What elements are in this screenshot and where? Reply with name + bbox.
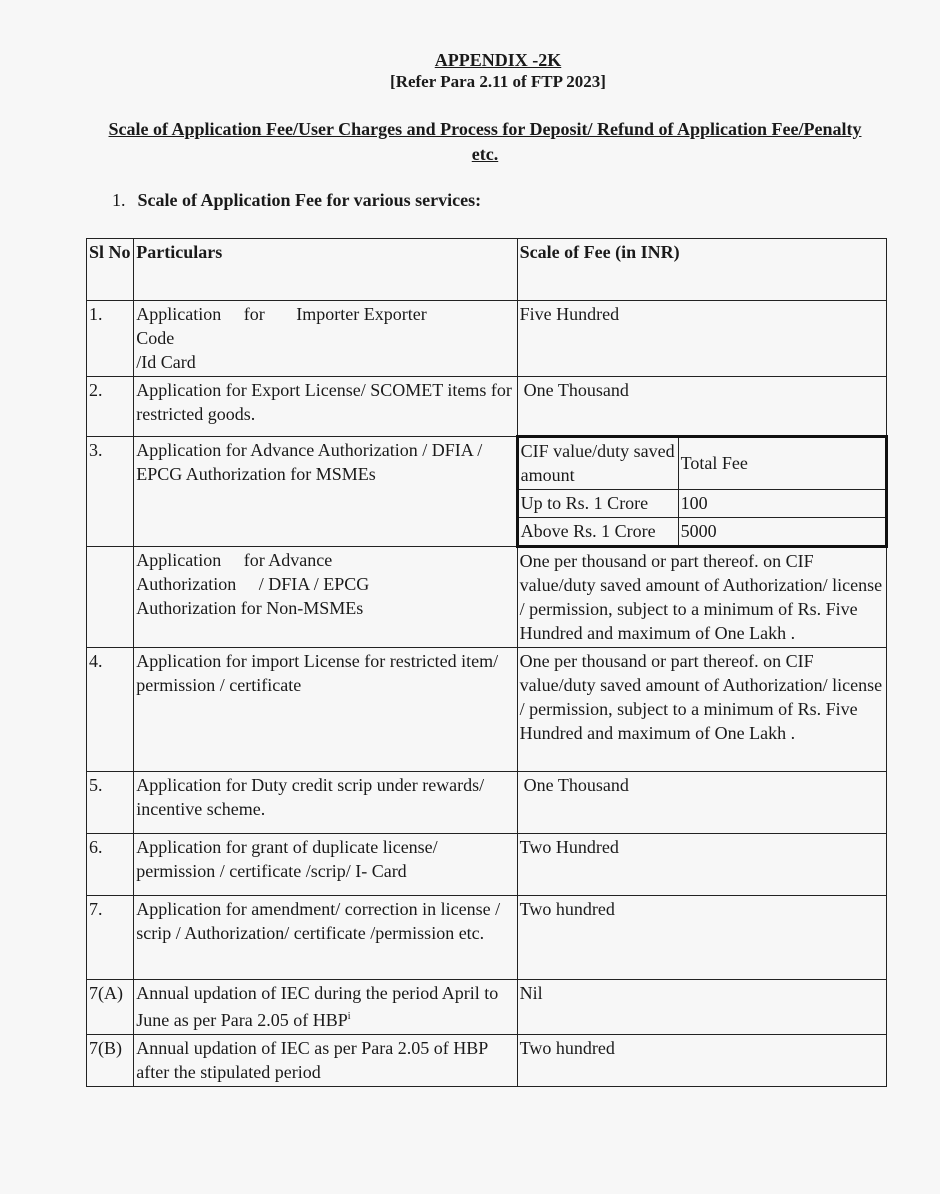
header-fee: Scale of Fee (in INR) — [517, 239, 886, 301]
table-row — [87, 648, 887, 772]
subtable-header-row — [519, 438, 885, 490]
row-sl: 2. — [87, 377, 134, 437]
header-sl: Sl No — [87, 239, 134, 301]
table-row — [87, 1035, 887, 1087]
header-particulars: Particulars — [134, 239, 517, 301]
row-sl: 7. — [87, 896, 134, 980]
table-row — [87, 377, 887, 437]
document-heading: Scale of Application Fee/User Charges and Process for Deposit/ Refund of Application Fee/Penalty etc. — [108, 119, 862, 164]
row-particulars: Application for import License for restricted item/ permission / certificate — [134, 648, 517, 772]
table-header-row — [87, 239, 887, 301]
subtable-cif: Above Rs. 1 Crore — [519, 518, 679, 546]
row-fee: One Thousand — [517, 772, 886, 834]
section-title — [112, 190, 481, 211]
appendix-title: APPENDIX -2K — [434, 50, 562, 70]
subtable-cif: Up to Rs. 1 Crore — [519, 490, 679, 518]
row-particulars: Application for Importer Exporter Code /Id Card — [134, 301, 517, 377]
row-sl: 5. — [87, 772, 134, 834]
row-fee: Two hundred — [517, 896, 886, 980]
subtable-row — [519, 518, 885, 546]
row-fee: Five Hundred — [517, 301, 886, 377]
table-row — [87, 834, 887, 896]
refer-para: [Refer Para 2.11 of FTP 2023] — [390, 72, 606, 91]
row-particulars: Application for Export License/ SCOMET items for restricted goods. — [134, 377, 517, 437]
section-title-text: Scale of Application Fee for various services: — [137, 190, 482, 210]
row-particulars: Annual updation of IEC as per Para 2.05 of HBP after the stipulated period — [134, 1035, 517, 1087]
row-fee: Two Hundred — [517, 834, 886, 896]
subtable-fee: 100 — [678, 490, 885, 518]
row-particulars: Application for grant of duplicate license/ permission / certificate /scrip/ I- Card — [134, 834, 517, 896]
row-fee-subtable-cell — [517, 437, 886, 547]
table-row — [87, 301, 887, 377]
table-row — [87, 772, 887, 834]
subtable-fee: 5000 — [678, 518, 885, 546]
row-particulars: Application for Duty credit scrip under rewards/ incentive scheme. — [134, 772, 517, 834]
fee-subtable — [519, 438, 885, 545]
row-fee: One per thousand or part thereof. on CIF value/duty saved amount of Authorization/ license / permission, subject to a minimum of Rs. Five Hundred and maximum of One Lakh . — [517, 648, 886, 772]
subtable-row — [519, 490, 885, 518]
row-particulars-text: Annual updation of IEC during the period April to June as per Para 2.05 of HBP — [136, 983, 499, 1030]
table-row — [87, 547, 887, 648]
subtable-header-total: Total Fee — [678, 438, 885, 490]
row-sl: 7(B) — [87, 1035, 134, 1087]
table-row — [87, 980, 887, 1035]
fee-table — [86, 238, 888, 1087]
section-number: 1. — [112, 190, 126, 210]
row-sl: 3. — [87, 437, 134, 547]
footnote-marker[interactable]: i — [347, 1011, 351, 1022]
row-sl: 4. — [87, 648, 134, 772]
row-particulars: Application for Advance Authorization / DFIA / EPCG Authorization for Non-MSMEs — [134, 547, 517, 648]
table-row — [87, 437, 887, 547]
subtable-header-cif: CIF value/duty saved amount — [519, 438, 679, 490]
row-fee: Nil — [517, 980, 886, 1035]
row-fee: Two hundred — [517, 1035, 886, 1087]
row-sl: 7(A) — [87, 980, 134, 1035]
row-fee: One Thousand — [517, 377, 886, 437]
row-fee: One per thousand or part thereof. on CIF value/duty saved amount of Authorization/ license / permission, subject to a minimum of Rs. Five Hundred and maximum of One Lakh . — [517, 547, 886, 648]
table-row — [87, 896, 887, 980]
row-particulars: Application for Advance Authorization / DFIA / EPCG Authorization for MSMEs — [134, 437, 517, 547]
row-sl: 1. — [87, 301, 134, 377]
row-sl: 6. — [87, 834, 134, 896]
row-particulars — [134, 980, 517, 1035]
row-sl — [87, 547, 134, 648]
row-particulars: Application for amendment/ correction in license / scrip / Authorization/ certificate /permission etc. — [134, 896, 517, 980]
